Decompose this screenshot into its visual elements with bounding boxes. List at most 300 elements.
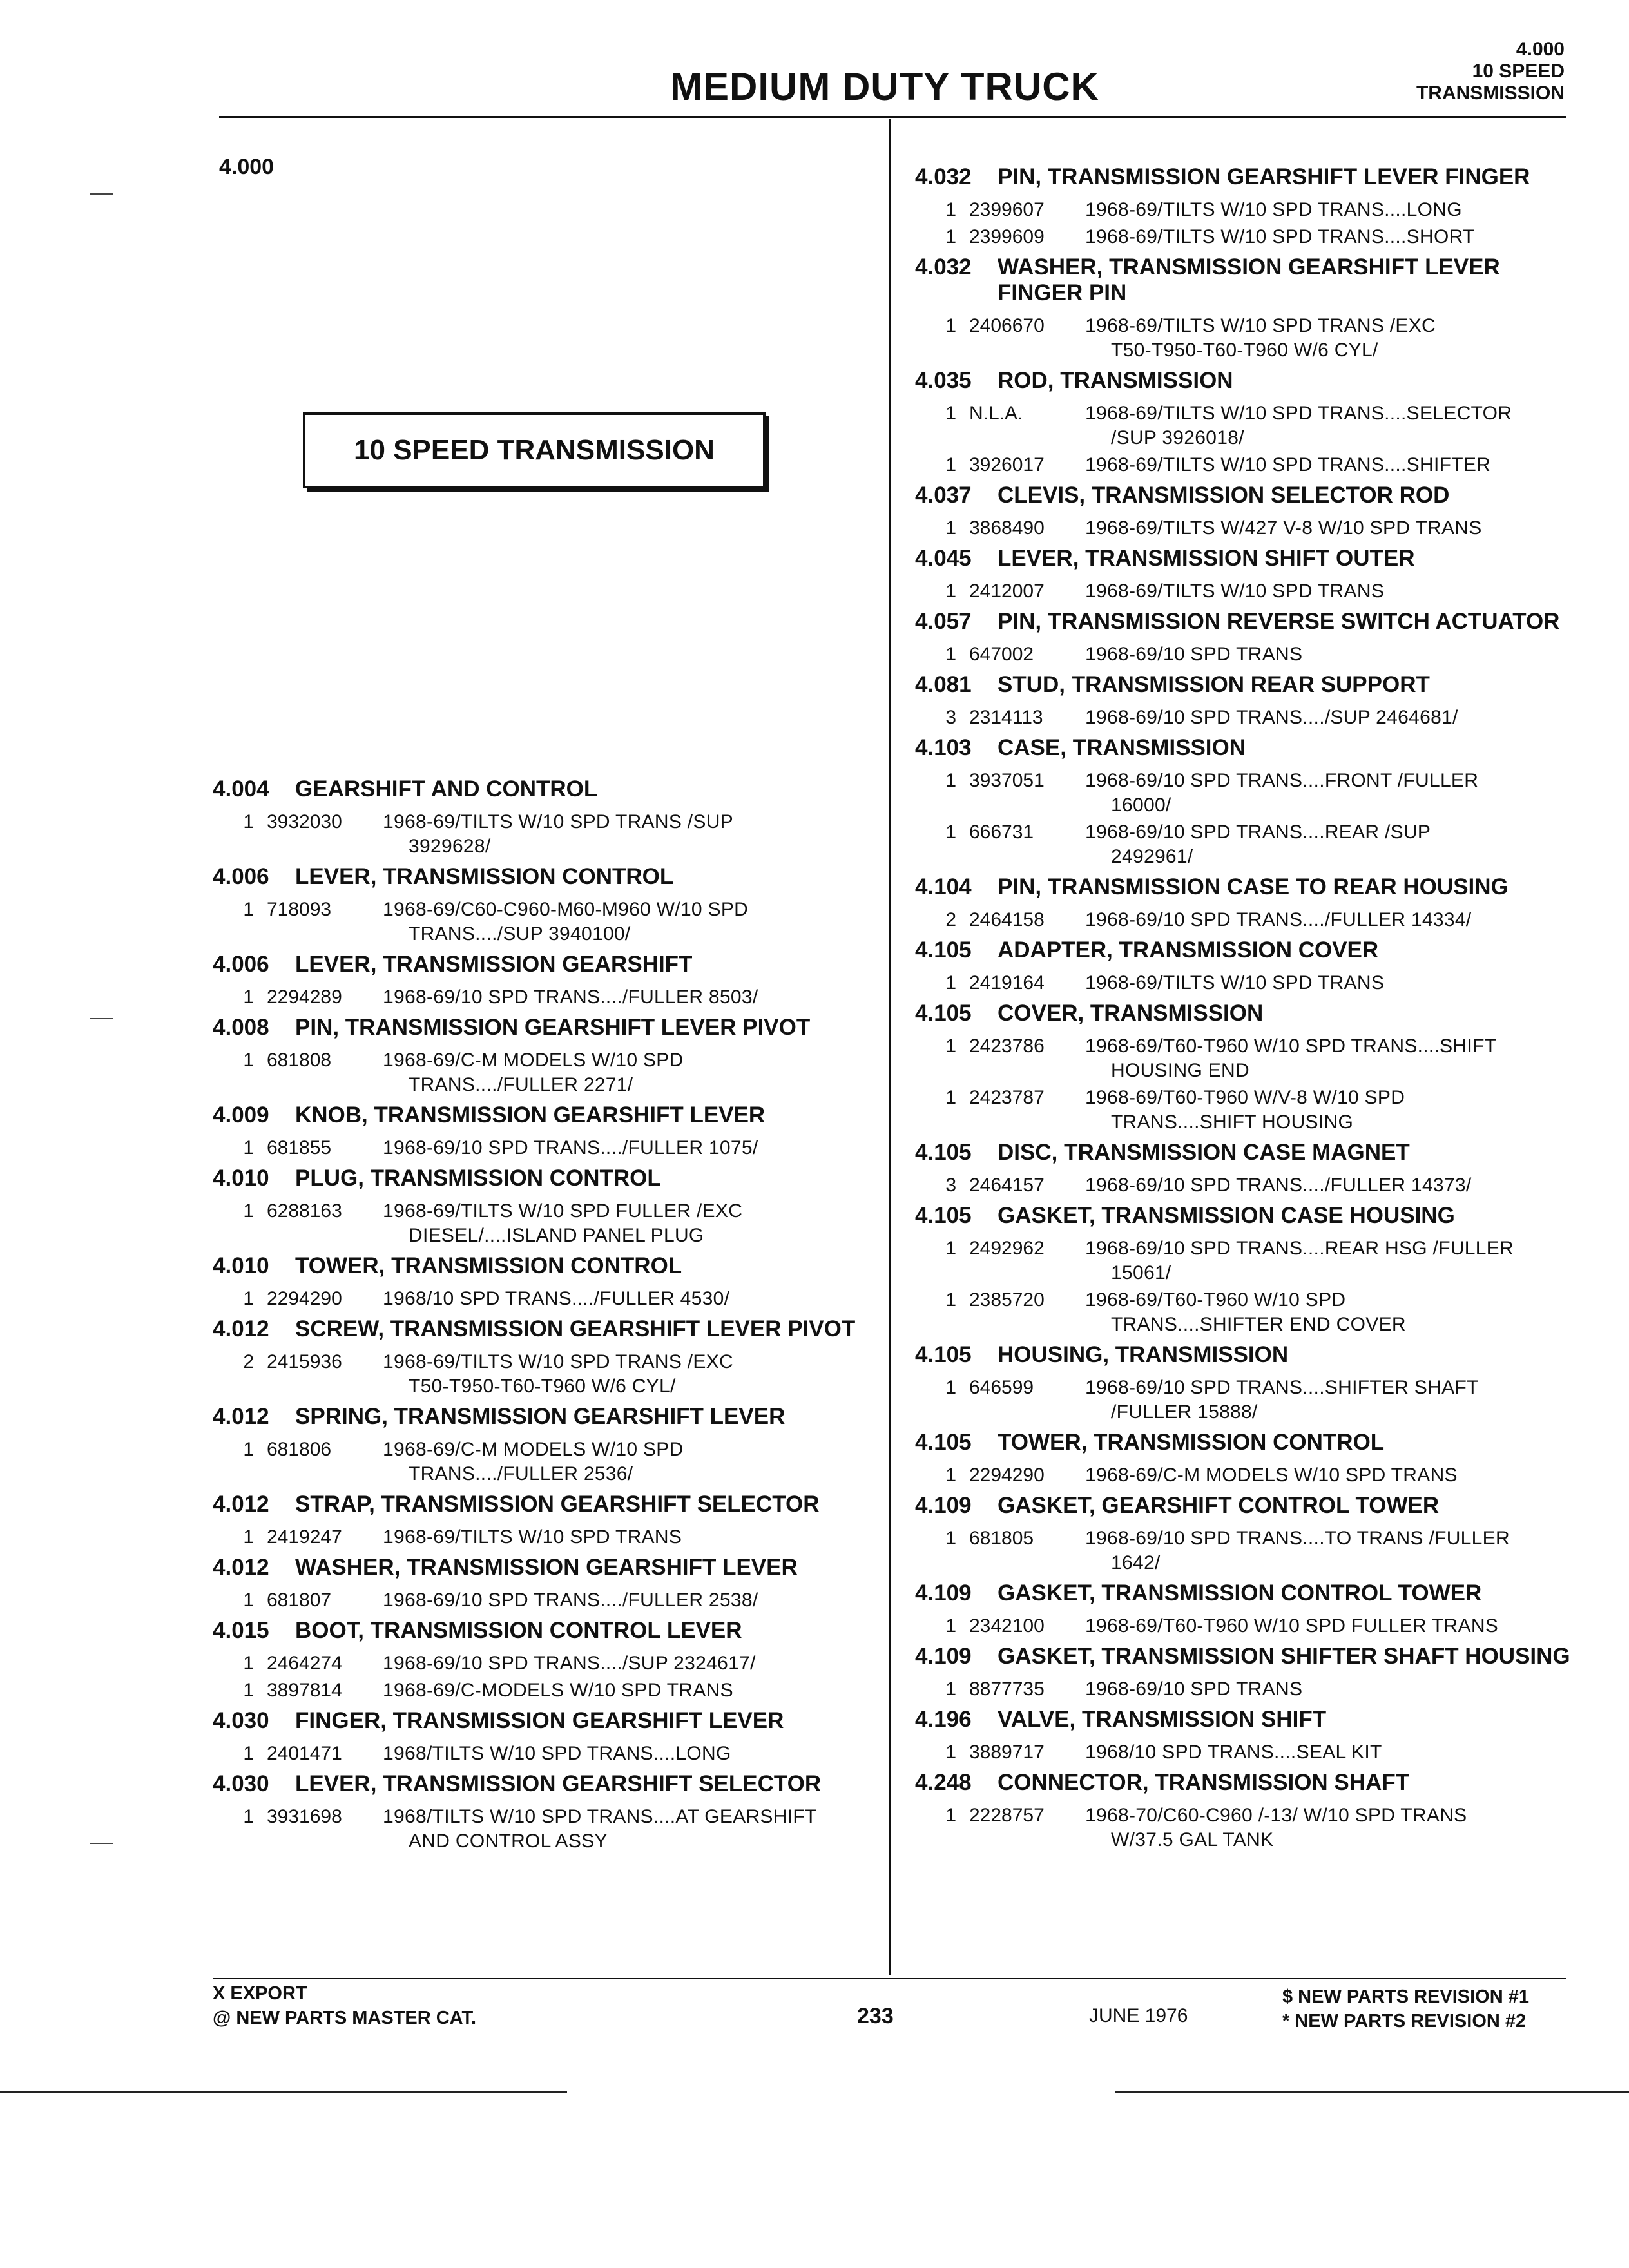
part-number: 2228757 [969,1805,1045,1826]
part-description [1085,1376,1579,1425]
part-row [915,908,1579,932]
entry-name: SCREW, TRANSMISSION GEARSHIFT LEVER PIVOT [295,1316,856,1341]
entry-heading [213,1771,876,1797]
part-quantity: 1 [945,1615,956,1637]
entry-heading [915,672,1579,698]
entry-heading [915,735,1579,761]
part-number: 681806 [267,1439,332,1460]
part-row [915,769,1579,818]
part-description-line: AND CONTROL ASSY [409,1831,608,1852]
part-number: 666731 [969,822,1034,843]
part-number: 681807 [267,1590,332,1611]
entry-name: WASHER, TRANSMISSION GEARSHIFT LEVER FINGER PIN [998,255,1500,305]
part-quantity: 1 [243,1526,254,1548]
part-description [1085,579,1579,604]
entry-name: LEVER, TRANSMISSION GEARSHIFT [295,952,693,977]
part-description-line: 1968-69/T60-T960 W/V-8 W/10 SPD [1085,1087,1405,1108]
part-number: 2492962 [969,1238,1045,1259]
footer-revision-1: $ NEW PARTS REVISION #1 [1282,1986,1529,2007]
entry-code: 4.004 [213,776,269,802]
part-description-line: 1968/10 SPD TRANS....SEAL KIT [1085,1742,1382,1763]
entry-name: PIN, TRANSMISSION GEARSHIFT LEVER FINGER [998,164,1530,189]
part-quantity: 1 [243,1806,254,1827]
part-quantity: 3 [945,1175,956,1196]
catalog-entry [915,1707,1579,1765]
footer-master-cat-note: @ NEW PARTS MASTER CAT. [213,2008,477,2028]
entry-name: HOUSING, TRANSMISSION [998,1342,1289,1367]
part-description-line: DIESEL/....ISLAND PANEL PLUG [409,1225,704,1246]
entry-heading [915,164,1579,190]
part-description-line: T50-T950-T60-T960 W/6 CYL/ [1111,340,1378,361]
entry-code: 4.010 [213,1166,269,1191]
entry-code: 4.008 [213,1015,269,1040]
part-number: 681805 [969,1528,1034,1549]
part-row [915,820,1579,869]
section-title-box [303,412,766,488]
part-row [915,1236,1579,1285]
catalog-entry [915,1644,1579,1702]
part-description-line: 1968-69/TILTS W/10 SPD TRANS /SUP [383,811,733,832]
entry-name: PIN, TRANSMISSION REVERSE SWITCH ACTUATOR [998,609,1560,634]
catalog-entry [915,1430,1579,1488]
entry-code: 4.012 [213,1316,269,1341]
part-row [213,1437,876,1486]
part-number: 2294289 [267,986,342,1008]
part-row [213,1525,876,1550]
catalog-entry [915,672,1579,730]
entry-code: 4.035 [915,368,972,393]
part-quantity: 1 [945,1805,956,1826]
catalog-entry [915,483,1579,541]
entry-heading [213,1708,876,1734]
part-description [1085,908,1579,932]
part-description-line: 1968-69/10 SPD TRANS..../SUP 2464681/ [1085,707,1458,728]
part-description [383,985,876,1010]
entry-name: VALVE, TRANSMISSION SHIFT [998,1707,1327,1732]
part-description [383,1805,876,1854]
catalog-entry [915,1140,1579,1198]
part-quantity: 1 [945,644,956,665]
part-description-line: 1968-69/TILTS W/10 SPD TRANS /EXC [1085,315,1436,336]
part-number: 718093 [267,899,332,920]
catalog-entry [213,864,876,947]
catalog-entry [915,735,1579,869]
part-quantity: 1 [243,1590,254,1611]
entry-code: 4.030 [213,1771,269,1796]
catalog-entry [915,164,1579,249]
catalog-entry [213,1102,876,1160]
part-quantity: 1 [243,1439,254,1460]
part-quantity: 2 [945,909,956,930]
part-number: 3931698 [267,1806,342,1827]
entry-name: LEVER, TRANSMISSION GEARSHIFT SELECTOR [295,1771,822,1796]
part-row [213,985,876,1010]
entry-name: KNOB, TRANSMISSION GEARSHIFT LEVER [295,1102,766,1128]
part-number: 646599 [969,1377,1034,1398]
column-divider [889,119,891,1975]
part-row [213,1048,876,1097]
part-quantity: 1 [945,581,956,602]
catalog-entry [213,1316,876,1399]
margin-mark [90,1018,113,1019]
part-row [915,1376,1579,1425]
footer-legend-right [1282,1984,1529,2033]
part-description-line: 1968-69/10 SPD TRANS....REAR HSG /FULLER [1085,1238,1514,1259]
part-row [915,1614,1579,1639]
part-row [915,1677,1579,1702]
part-number: 2419164 [969,972,1045,994]
part-number: 2294290 [267,1288,342,1309]
part-quantity: 1 [945,517,956,539]
part-row [915,579,1579,604]
part-row [915,706,1579,730]
part-quantity: 1 [945,1377,956,1398]
entry-heading [213,1492,876,1517]
catalog-entry [915,1581,1579,1639]
part-number: 2464274 [267,1653,342,1674]
catalog-entry [213,1492,876,1550]
part-quantity: 1 [945,226,956,247]
part-description-line: 1968-69/10 SPD TRANS..../FULLER 2538/ [383,1590,758,1611]
entry-heading [915,1581,1579,1606]
entry-heading [915,1644,1579,1669]
part-description-line: T50-T950-T60-T960 W/6 CYL/ [409,1376,676,1397]
part-quantity: 1 [945,1238,956,1259]
entry-code: 4.248 [915,1770,972,1795]
part-description [1085,1173,1579,1198]
part-description-line: 1968-69/10 SPD TRANS....TO TRANS /FULLER [1085,1528,1510,1549]
part-number: 2412007 [969,581,1045,602]
part-quantity: 1 [945,1035,956,1057]
entry-heading [915,1342,1579,1368]
part-description [383,1199,876,1248]
part-description [1085,1288,1579,1337]
part-row [213,1136,876,1160]
part-description-line: 1968-69/TILTS W/10 SPD TRANS....SHORT [1085,226,1475,247]
entry-heading [213,1102,876,1128]
entry-code: 4.015 [213,1618,269,1643]
part-number: 3926017 [969,454,1045,476]
entry-code: 4.006 [213,952,269,977]
entry-heading [213,1555,876,1581]
part-description-line: /SUP 3926018/ [1111,427,1244,448]
part-row [915,401,1579,450]
entry-heading [213,1015,876,1041]
part-description-line: 1968-69/TILTS W/427 V-8 W/10 SPD TRANS [1085,517,1482,539]
part-row [915,1173,1579,1198]
entry-name: PIN, TRANSMISSION GEARSHIFT LEVER PIVOT [295,1015,811,1040]
entry-name: LEVER, TRANSMISSION CONTROL [295,864,674,889]
entry-code: 4.105 [915,1001,972,1026]
catalog-entry [915,1770,1579,1852]
part-quantity: 1 [945,1742,956,1763]
scan-edge-rule-right [1115,2091,1629,2093]
part-number: 2314113 [969,707,1043,728]
catalog-entry [915,255,1579,363]
part-quantity: 1 [243,811,254,832]
entry-heading [213,1316,876,1342]
entry-name: FINGER, TRANSMISSION GEARSHIFT LEVER [295,1708,784,1733]
part-row [915,1288,1579,1337]
part-row [915,198,1579,222]
part-number: 6288163 [267,1200,342,1222]
part-description [1085,1086,1579,1135]
entry-heading [915,1493,1579,1519]
part-quantity: 1 [945,315,956,336]
entry-code: 4.012 [213,1492,269,1517]
catalog-entry [915,937,1579,995]
entry-name: GASKET, TRANSMISSION CONTROL TOWER [998,1581,1482,1606]
part-description-line: 1642/ [1111,1552,1161,1573]
part-description [1085,1803,1579,1852]
part-description [1085,1236,1579,1285]
part-description [383,898,876,947]
part-number: 2342100 [969,1615,1045,1637]
part-description-line: 1968-69/10 SPD TRANS..../FULLER 14373/ [1085,1175,1472,1196]
part-description [1085,1614,1579,1639]
part-description-line: TRANS..../FULLER 2536/ [409,1463,633,1485]
entry-name: ADAPTER, TRANSMISSION COVER [998,937,1379,963]
part-description [383,1350,876,1399]
part-number: 3868490 [969,517,1045,539]
entry-name: CLEVIS, TRANSMISSION SELECTOR ROD [998,483,1450,508]
part-description-line: 1968/TILTS W/10 SPD TRANS....AT GEARSHIFT [383,1806,817,1827]
part-description [1085,971,1579,995]
catalog-entry [915,609,1579,667]
part-description-line: 1968-69/TILTS W/10 SPD FULLER /EXC [383,1200,743,1222]
part-quantity: 2 [243,1351,254,1372]
part-description-line: 1968/TILTS W/10 SPD TRANS....LONG [383,1743,731,1764]
footer-legend-left [213,1981,476,2030]
part-description-line: /FULLER 15888/ [1111,1401,1258,1423]
part-row [213,1742,876,1766]
catalog-entry [213,1404,876,1486]
footer-date: JUNE 1976 [1089,2005,1188,2026]
entry-code: 4.109 [915,1581,972,1606]
entry-name: GASKET, TRANSMISSION CASE HOUSING [998,1203,1455,1228]
part-quantity: 1 [243,1653,254,1674]
part-description-line: 2492961/ [1111,846,1193,867]
part-quantity: 1 [243,1288,254,1309]
entry-code: 4.104 [915,874,972,899]
part-description-line: 1968-69/TILTS W/10 SPD TRANS....SHIFTER [1085,454,1491,476]
entry-code: 4.012 [213,1404,269,1429]
margin-mark [90,193,113,195]
entry-heading [915,1203,1579,1229]
catalog-entry [213,1771,876,1854]
part-number: 2401471 [267,1743,342,1764]
entry-heading [213,952,876,977]
part-description-line: 1968-69/T60-T960 W/10 SPD TRANS....SHIFT [1085,1035,1497,1057]
header-section-code: 4.000 [1516,39,1565,60]
part-description-line: TRANS....SHIFTER END COVER [1111,1314,1406,1335]
entry-name: PLUG, TRANSMISSION CONTROL [295,1166,661,1191]
entry-heading [915,1140,1579,1166]
part-quantity: 1 [945,972,956,994]
entry-code: 4.105 [915,1203,972,1228]
part-number: N.L.A. [969,403,1023,424]
part-description [1085,706,1579,730]
part-description [1085,401,1579,450]
part-description-line: 1968-69/C-MODELS W/10 SPD TRANS [383,1680,733,1701]
header-section-line2: 10 SPEED [1472,61,1565,82]
part-description-line: 1968-69/TILTS W/10 SPD TRANS....LONG [1085,199,1462,220]
entry-code: 4.012 [213,1555,269,1580]
part-row [915,1086,1579,1135]
part-quantity: 1 [945,1289,956,1311]
part-row [213,1678,876,1703]
part-quantity: 1 [945,1087,956,1108]
part-description-line: 1968-69/10 SPD TRANS....FRONT /FULLER [1085,770,1479,791]
part-description [1085,1034,1579,1083]
entry-code: 4.037 [915,483,972,508]
part-description-line: 1968-69/10 SPD TRANS....REAR /SUP [1085,822,1431,843]
part-row [213,898,876,947]
part-row [213,1588,876,1613]
part-description-line: 1968-69/10 SPD TRANS..../FULLER 14334/ [1085,909,1472,930]
part-row [213,1350,876,1399]
entry-heading [915,609,1579,635]
part-quantity: 1 [243,986,254,1008]
catalog-entry [213,776,876,859]
part-description [1085,1526,1579,1575]
part-description-line: 16000/ [1111,794,1171,816]
entry-code: 4.109 [915,1644,972,1669]
catalog-entry [915,874,1579,932]
part-description-line: 1968-69/T60-T960 W/10 SPD [1085,1289,1346,1311]
part-description [383,1287,876,1311]
part-number: 2423787 [969,1087,1045,1108]
part-quantity: 1 [243,1680,254,1701]
part-quantity: 1 [945,199,956,220]
catalog-entry [915,546,1579,604]
entry-name: BOOT, TRANSMISSION CONTROL LEVER [295,1618,742,1643]
entry-heading [213,864,876,890]
entry-name: TOWER, TRANSMISSION CONTROL [998,1430,1385,1455]
part-description-line: HOUSING END [1111,1060,1249,1081]
entry-name: COVER, TRANSMISSION [998,1001,1264,1026]
part-description-line: 1968-69/TILTS W/10 SPD TRANS....SELECTOR [1085,403,1512,424]
part-description-line: TRANS..../SUP 3940100/ [409,923,631,945]
header-section-info [1416,39,1565,104]
part-description-line: TRANS....SHIFT HOUSING [1111,1111,1354,1133]
part-description-line: 1968-69/10 SPD TRANS..../SUP 2324617/ [383,1653,756,1674]
part-description [1085,1463,1579,1488]
entry-code: 4.006 [213,864,269,889]
part-number: 2423786 [969,1035,1045,1057]
catalog-entry [915,1342,1579,1425]
part-row [213,1651,876,1676]
part-quantity: 1 [243,1200,254,1222]
part-number: 681808 [267,1050,332,1071]
part-description-line: 1968-69/C-M MODELS W/10 SPD [383,1050,684,1071]
part-description [1085,1740,1579,1765]
entry-code: 4.032 [915,255,972,280]
part-description-line: 1968-69/C-M MODELS W/10 SPD TRANS [1085,1465,1458,1486]
part-description [383,1742,876,1766]
part-description [1085,1677,1579,1702]
part-description-line: 1968-70/C60-C960 /-13/ W/10 SPD TRANS [1085,1805,1467,1826]
catalog-entry [915,1203,1579,1337]
entry-code: 4.030 [213,1708,269,1733]
entry-code: 4.010 [213,1253,269,1278]
entry-name: TOWER, TRANSMISSION CONTROL [295,1253,682,1278]
part-quantity: 1 [243,1743,254,1764]
part-number: 2385720 [969,1289,1045,1311]
part-description [383,1525,876,1550]
entry-heading [915,255,1579,306]
part-description [383,1048,876,1097]
part-quantity: 1 [945,1465,956,1486]
part-description-line: 3929628/ [409,836,491,857]
part-number: 8877735 [969,1678,1045,1700]
entry-name: STRAP, TRANSMISSION GEARSHIFT SELECTOR [295,1492,820,1517]
part-description-line: 1968/10 SPD TRANS..../FULLER 4530/ [383,1288,730,1309]
catalog-entry [915,368,1579,477]
entry-name: DISC, TRANSMISSION CASE MAGNET [998,1140,1410,1165]
entry-heading [213,1404,876,1430]
part-number: 2415936 [267,1351,342,1372]
entry-code: 4.105 [915,937,972,963]
part-description [1085,225,1579,249]
entry-code: 4.196 [915,1707,972,1732]
part-description-line: 1968-69/C-M MODELS W/10 SPD [383,1439,684,1460]
part-quantity: 1 [945,454,956,476]
part-number: 2294290 [969,1465,1045,1486]
part-description [1085,314,1579,363]
part-description-line: 1968-69/TILTS W/10 SPD TRANS [1085,581,1385,602]
part-description-line: 1968-69/10 SPD TRANS..../FULLER 1075/ [383,1137,758,1158]
part-description [383,1136,876,1160]
part-quantity: 1 [945,403,956,424]
entry-heading [213,1166,876,1191]
part-quantity: 1 [945,1678,956,1700]
catalog-entry [213,1166,876,1248]
entry-name: CONNECTOR, TRANSMISSION SHAFT [998,1770,1410,1795]
margin-mark [90,1843,113,1844]
part-row [915,971,1579,995]
part-description-line: TRANS..../FULLER 2271/ [409,1074,633,1095]
part-description-line: 1968-69/C60-C960-M60-M960 W/10 SPD [383,899,749,920]
entry-code: 4.057 [915,609,972,634]
part-number: 2464157 [969,1175,1045,1196]
right-column-parts-list [915,164,1579,1858]
part-description-line: 1968-69/10 SPD TRANS [1085,1678,1303,1700]
entry-name: PIN, TRANSMISSION CASE TO REAR HOUSING [998,874,1509,899]
part-row [213,1199,876,1248]
part-description-line: 1968-69/10 SPD TRANS..../FULLER 8503/ [383,986,758,1008]
part-row [213,1805,876,1854]
part-quantity: 1 [243,1050,254,1071]
entry-heading [915,937,1579,963]
entry-heading [213,1253,876,1279]
part-quantity: 1 [945,822,956,843]
catalog-entry [213,1253,876,1311]
part-description [1085,516,1579,541]
part-description [1085,198,1579,222]
page-number: 233 [857,2004,894,2028]
part-description [1085,769,1579,818]
part-number: 3932030 [267,811,342,832]
entry-heading [915,1707,1579,1733]
part-number: 2399609 [969,226,1045,247]
catalog-entry [915,1001,1579,1135]
entry-name: GASKET, TRANSMISSION SHIFTER SHAFT HOUSING [998,1644,1570,1669]
part-description [383,1588,876,1613]
entry-name: STUD, TRANSMISSION REAR SUPPORT [998,672,1430,697]
entry-name: GASKET, GEARSHIFT CONTROL TOWER [998,1493,1440,1518]
part-description [383,1678,876,1703]
